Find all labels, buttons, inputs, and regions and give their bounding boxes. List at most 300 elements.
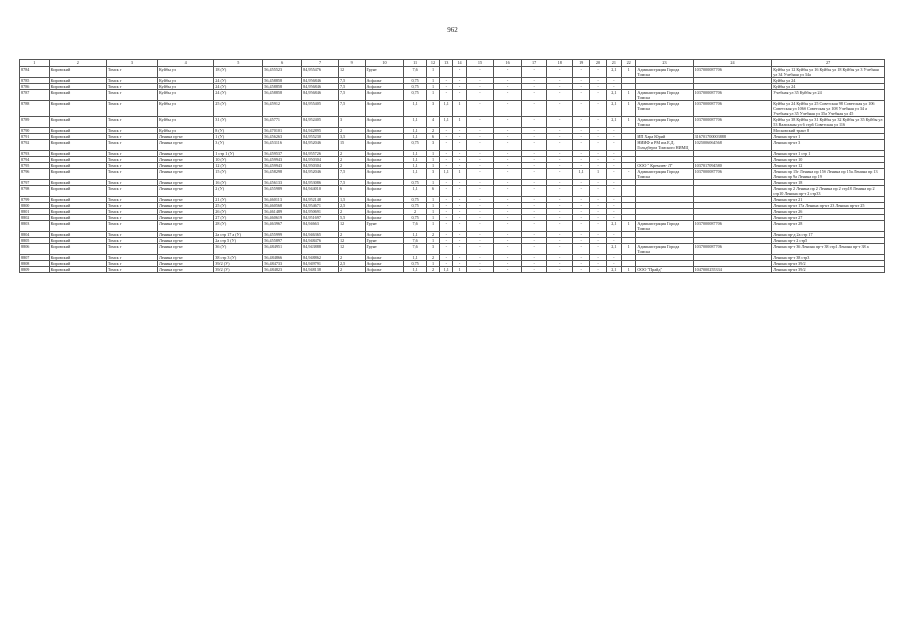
table-cell: 8801 [20, 209, 50, 215]
table-cell: 38 стр 3 (У) [214, 255, 263, 261]
table-cell: Грунт [365, 67, 404, 78]
table-cell: Ленина пр-т 38 стр3 [772, 255, 885, 261]
table-cell: - [453, 209, 466, 215]
table-cell: - [521, 67, 547, 78]
table-cell: 1 стр 1 (У) [214, 151, 263, 157]
table-cell: Администрация Города Томска [636, 221, 693, 232]
table-cell: Томск г [106, 197, 157, 203]
table-cell: - [466, 78, 494, 84]
table-cell: Кировский [49, 261, 106, 267]
table-cell: Томск г [106, 221, 157, 232]
table-cell: - [466, 203, 494, 209]
table-cell: 8784 [20, 67, 50, 78]
table-cell: 84,955476 [302, 67, 339, 78]
table-cell: - [466, 255, 494, 261]
table-cell: 2,1 [606, 267, 621, 273]
table-cell: - [572, 255, 589, 261]
table-cell: Асфальт [365, 180, 404, 186]
table-cell: Ленина пр-кт 39/2 [772, 261, 885, 267]
table-cell: 56,460619 [263, 215, 302, 221]
table-cell: - [547, 186, 573, 197]
table-cell: - [440, 128, 453, 134]
table-cell: 8800 [20, 203, 50, 209]
table-cell: Ленина пр-кт 21 [772, 197, 885, 203]
table-cell: - [466, 140, 494, 151]
table-cell: 84,949791 [302, 261, 339, 267]
table-cell: 1 [426, 84, 439, 90]
table-cell: - [494, 255, 522, 261]
table-cell [622, 186, 636, 197]
table-cell: 84,955230 [302, 134, 339, 140]
table-cell: Администрация Города Томска [636, 90, 693, 101]
table-cell: - [572, 90, 589, 101]
table-cell: Асфальт [365, 232, 404, 238]
table-cell: 0,75 [404, 197, 426, 203]
table-cell: 7,5 [338, 180, 365, 186]
table-cell: - [590, 267, 606, 273]
table-cell: Куйбы ул [158, 67, 214, 78]
table-cell: - [440, 140, 453, 151]
table-cell: 2 [338, 157, 365, 163]
table-cell: 4 [426, 117, 439, 128]
table-cell: 1 [453, 267, 466, 273]
column-header: 3 [106, 60, 157, 67]
table-cell: Кировский [49, 101, 106, 117]
table-cell: 1 [426, 163, 439, 169]
table-cell: Ленина пр-т 2 стр5 [772, 238, 885, 244]
table-cell: - [440, 78, 453, 84]
table-cell: 1 [426, 197, 439, 203]
table-cell: - [590, 255, 606, 261]
table-cell: 7,5 [338, 84, 365, 90]
table-cell: - [466, 134, 494, 140]
table-cell: - [494, 101, 522, 117]
table-cell: - [440, 221, 453, 232]
table-cell: - [453, 255, 466, 261]
table-cell: 8807 [20, 255, 50, 261]
table-cell: Ленина пр-кт [158, 163, 214, 169]
table-cell: - [606, 134, 621, 140]
table-cell: 1 [622, 117, 636, 128]
table-row [20, 186, 885, 197]
table-cell: - [547, 163, 573, 169]
table-cell: 1,5 [338, 197, 365, 203]
column-header: 19 [572, 60, 589, 67]
table-cell: - [521, 209, 547, 215]
table-cell: 6 [338, 186, 365, 197]
table-cell: 1,1 [404, 128, 426, 134]
table-cell: 1,1 [440, 101, 453, 117]
table-cell: - [494, 78, 522, 84]
table-cell: Кировский [49, 78, 106, 84]
table-cell: Кировский [49, 209, 106, 215]
table-cell: 2,1 [606, 101, 621, 117]
table-cell: 1,1 [572, 169, 589, 180]
table-cell: - [494, 67, 522, 78]
table-cell: - [494, 163, 522, 169]
table-cell: - [606, 261, 621, 267]
column-header: 7 [302, 60, 339, 67]
table-cell: - [590, 163, 606, 169]
table-cell: Томск г [106, 84, 157, 90]
table-cell: - [572, 134, 589, 140]
table-cell: - [453, 261, 466, 267]
column-header: 13 [440, 60, 453, 67]
table-cell: - [521, 140, 547, 151]
table-cell: 2 [426, 232, 439, 238]
table-cell: - [521, 157, 547, 163]
table-cell: 31 (У) [214, 117, 263, 128]
table-cell: - [440, 157, 453, 163]
table-cell: 39/2 (У) [214, 267, 263, 273]
table-cell: 1 [426, 180, 439, 186]
table-cell: - [466, 169, 494, 180]
table-cell: Асфальт [365, 203, 404, 209]
table-cell: - [606, 151, 621, 157]
table-cell: Томск г [106, 169, 157, 180]
header-row [20, 60, 885, 67]
table-cell: - [590, 101, 606, 117]
table-cell: 84,94663 [302, 221, 339, 232]
table-cell: 12 [338, 244, 365, 255]
table-cell: - [572, 84, 589, 90]
table-cell: - [453, 151, 466, 157]
table-row [20, 267, 885, 273]
table-cell: Томск г [106, 157, 157, 163]
table-cell: 1025006064568 [693, 140, 772, 151]
table-cell: 2 [426, 128, 439, 134]
table-cell: 2 [338, 151, 365, 157]
table-cell: 1,1 [404, 163, 426, 169]
table-cell: Кировский [49, 244, 106, 255]
table-cell: 56,455897 [263, 238, 302, 244]
table-cell: 84,946365 [302, 232, 339, 238]
table-cell: 7,5 [338, 78, 365, 84]
table-cell: 2а стр 5 (У) [214, 238, 263, 244]
table-cell: - [547, 255, 573, 261]
table-cell: Ленина пр-кт [158, 209, 214, 215]
table-cell: Кировский [49, 67, 106, 78]
table-cell: 56,45771 [263, 117, 302, 128]
column-header: 16 [494, 60, 522, 67]
table-row [20, 90, 885, 101]
column-header: 10 [365, 60, 404, 67]
table-cell: - [572, 128, 589, 134]
table-cell: - [590, 221, 606, 232]
table-cell: Асфальт [365, 261, 404, 267]
table-cell: - [606, 186, 621, 197]
table-cell: - [494, 157, 522, 163]
table-cell: 56,456133 [263, 180, 302, 186]
table-cell: 3 [426, 169, 439, 180]
table-cell: 12 [338, 221, 365, 232]
table-cell: Ленина пр-кт [158, 255, 214, 261]
table-cell: Асфальт [365, 140, 404, 151]
table-cell: - [590, 203, 606, 209]
table-cell: Кировский [49, 267, 106, 273]
table-cell: Асфальт [365, 186, 404, 197]
table-cell: 84,954671 [302, 203, 339, 209]
table-cell: Ленина пр-кт [158, 140, 214, 151]
table-cell: - [453, 215, 466, 221]
table-cell: Куйбы ул [158, 101, 214, 117]
table-cell: 16 (У) [214, 180, 263, 186]
table-cell: - [453, 197, 466, 203]
table-cell: Асфальт [365, 209, 404, 215]
table-cell: 1 [426, 221, 439, 232]
table-cell: 84,948476 [302, 238, 339, 244]
table-cell: - [466, 90, 494, 101]
column-header: 9 [338, 60, 365, 67]
table-cell: - [547, 157, 573, 163]
table-cell: 8787 [20, 90, 50, 101]
table-cell: - [590, 238, 606, 244]
table-cell: - [466, 186, 494, 197]
table-cell: - [453, 221, 466, 232]
table-cell: Томск г [106, 117, 157, 128]
table-cell: 3,5 [338, 134, 365, 140]
table-cell: - [547, 84, 573, 90]
table-cell: - [547, 197, 573, 203]
table-cell: - [606, 203, 621, 209]
table-cell: 8790 [20, 128, 50, 134]
table-cell: Администрация Города Томска [636, 169, 693, 180]
table-cell: 7,6 [404, 67, 426, 78]
table-cell: 56,45912 [263, 101, 302, 117]
table-cell: - [453, 180, 466, 186]
table-cell: - [547, 90, 573, 101]
table-cell: 10 (У) [214, 157, 263, 163]
table-cell: 84,948138 [302, 267, 339, 273]
table-cell: - [521, 180, 547, 186]
table-cell: 1 [426, 157, 439, 163]
table-cell: 8796 [20, 169, 50, 180]
table-cell: - [466, 67, 494, 78]
table-cell: 2 [338, 209, 365, 215]
table-cell: - [453, 128, 466, 134]
column-header: 5 [214, 60, 263, 67]
table-cell: 84,951697 [302, 215, 339, 221]
table-cell: Томск г [106, 232, 157, 238]
table-cell: 84,952046 [302, 169, 339, 180]
table-cell: 7,5 [338, 90, 365, 101]
table-cell: 3 (У) [214, 140, 263, 151]
table-cell: - [521, 215, 547, 221]
table-cell: 1037000087706 [693, 90, 772, 101]
table-cell: - [453, 203, 466, 209]
table-cell: 56,460568 [263, 203, 302, 209]
table-cell: 2,1 [606, 221, 621, 232]
table-cell: 1047000255334 [693, 267, 772, 273]
table-cell: Куйбы ул [158, 84, 214, 90]
table-cell: 8798 [20, 186, 50, 197]
table-cell: - [494, 169, 522, 180]
table-cell: - [590, 140, 606, 151]
table-cell: - [466, 117, 494, 128]
table-cell: 18 (У) [214, 67, 263, 78]
table-cell: - [440, 244, 453, 255]
table-cell: 1037000087706 [693, 244, 772, 255]
table-cell: - [547, 134, 573, 140]
table-cell: - [466, 180, 494, 186]
table-cell: - [547, 180, 573, 186]
table-cell: - [466, 244, 494, 255]
table-cell: - [547, 169, 573, 180]
table-cell: - [466, 215, 494, 221]
table-cell: - [547, 244, 573, 255]
table-cell: 84,956846 [302, 90, 339, 101]
table-cell: 0,75 [404, 180, 426, 186]
table-cell: 8 (У) [214, 128, 263, 134]
table-cell: Кировский [49, 157, 106, 163]
table-cell: Грунт [365, 221, 404, 232]
table-cell: Ленина пр-кт 17а Ленина пр-кт 23 Ленина пр-кт 25 [772, 203, 885, 209]
table-cell: Администрация Города Томска [636, 117, 693, 128]
table-cell: Ленина пр-кт [158, 134, 214, 140]
table-cell: 56,453116 [263, 140, 302, 151]
table-cell: - [466, 209, 494, 215]
table-cell: - [590, 67, 606, 78]
waste-site-registry-table [19, 59, 885, 273]
table-cell: 8791 [20, 134, 50, 140]
table-cell: Томск г [106, 180, 157, 186]
column-header: 23 [636, 60, 693, 67]
table-cell: 8794 [20, 157, 50, 163]
table-cell: 84,956846 [302, 84, 339, 90]
table-cell: - [521, 134, 547, 140]
table-cell: 0,75 [404, 90, 426, 101]
table-cell: - [494, 197, 522, 203]
table-row [20, 117, 885, 128]
column-header: 1 [20, 60, 50, 67]
table-cell: - [590, 78, 606, 84]
table-cell: Куйбы ул 12 Куйбы ул 16 Куйбы ул 18 Куйбы ул 3 Учебная ул 34 Учебная ул 34а [772, 67, 885, 78]
table-cell: Администрация Города Томска [636, 101, 693, 117]
table-cell: Куйбы ул 24 Куйбы ул 25 Советская 98 Советская ул 106 Советская ул 106б Советская ул 108 Учебная ул 34 а Учебная ул 35 Учебная ул 35а Учебная ул 45 [772, 101, 885, 117]
table-cell: - [572, 67, 589, 78]
table-cell: 84,953086 [302, 180, 339, 186]
table-cell: - [440, 238, 453, 244]
table-cell: 2,1 [606, 117, 621, 128]
table-cell: Ленина пр-кт [158, 261, 214, 267]
table-cell: Ленина пр-кт 28 [772, 221, 885, 232]
table-cell: - [606, 78, 621, 84]
table-cell: - [453, 67, 466, 78]
table-cell: Ленина пр-д 2а стр 17 [772, 232, 885, 238]
table-cell: 1 [426, 90, 439, 101]
table-cell: 84,956846 [302, 78, 339, 84]
table-cell: Томск г [106, 238, 157, 244]
table-cell: - [572, 238, 589, 244]
table-cell: 2,5 [338, 261, 365, 267]
table-row [20, 169, 885, 180]
table-cell: Ленина пр-кт [158, 197, 214, 203]
table-cell: Кировский [49, 215, 106, 221]
table-cell: Кировский [49, 238, 106, 244]
table-cell: - [453, 157, 466, 163]
table-cell: - [494, 238, 522, 244]
table-cell: Асфальт [365, 78, 404, 84]
table-cell: 1037000087706 [693, 117, 772, 128]
table-cell: Томск г [106, 140, 157, 151]
table-cell: Куйбы ул [158, 78, 214, 84]
table-cell: - [572, 163, 589, 169]
table-cell: - [547, 267, 573, 273]
table-cell: - [547, 203, 573, 209]
table-cell: Томск г [106, 209, 157, 215]
table-cell: 1 [426, 67, 439, 78]
table-cell: 8792 [20, 140, 50, 151]
column-header: 15 [466, 60, 494, 67]
table-cell: - [590, 244, 606, 255]
table-cell: 1 [426, 261, 439, 267]
table-cell: 56,455523 [263, 67, 302, 78]
table-cell: - [453, 238, 466, 244]
table-cell: Томск г [106, 151, 157, 157]
table-cell: - [547, 140, 573, 151]
table-cell: 56,484733 [263, 261, 302, 267]
table-cell: Ленина пр-кт 26 [772, 209, 885, 215]
table-cell: - [521, 197, 547, 203]
table-cell: - [547, 215, 573, 221]
table-cell: 56,456263 [263, 134, 302, 140]
table-cell: - [453, 186, 466, 197]
table-cell: Ленина пр 15г Ленина пр 15б Ленина пр 15а Ленина пр 13 Ленина пр 9а Ленина пр 19 [772, 169, 885, 180]
table-cell: Куйбы ул [158, 90, 214, 101]
table-cell: Ленина пр-кт [158, 157, 214, 163]
table-cell: 2 [338, 267, 365, 273]
table-cell: 1,1 [404, 157, 426, 163]
table-cell: 84,952148 [302, 197, 339, 203]
table-cell: Кировский [49, 180, 106, 186]
table-cell: Асфальт [365, 267, 404, 273]
table-cell: - [547, 221, 573, 232]
table-cell: Ленина пр-кт 39/2 [772, 267, 885, 273]
table-cell: - [440, 180, 453, 186]
table-cell: Томск г [106, 78, 157, 84]
table-cell: - [572, 180, 589, 186]
table-cell: - [494, 244, 522, 255]
table-cell: - [590, 128, 606, 134]
table-cell: - [606, 140, 621, 151]
table-cell: Грунт [365, 238, 404, 244]
table-cell: Асфальт [365, 157, 404, 163]
table-cell: - [572, 186, 589, 197]
column-header: 20 [590, 60, 606, 67]
table-cell: - [521, 151, 547, 157]
table-cell: - [547, 261, 573, 267]
table-cell: - [572, 221, 589, 232]
table-cell: Асфальт [365, 197, 404, 203]
table-cell: Томск г [106, 215, 157, 221]
table-cell: 56,458858 [263, 84, 302, 90]
table-cell: - [572, 157, 589, 163]
table-cell: 36 (У) [214, 244, 263, 255]
table-cell: 5,5 [338, 215, 365, 221]
table-cell: 39/2 (У) [214, 261, 263, 267]
table-cell: - [453, 244, 466, 255]
table-cell: Ленина пр-кт [158, 215, 214, 221]
table-cell: 1,1 [404, 232, 426, 238]
table-cell: Кировский [49, 203, 106, 209]
table-cell: Ленина пр-кт [158, 232, 214, 238]
table-cell: - [466, 84, 494, 90]
table-cell: 12 [338, 238, 365, 244]
table-cell: 2 [426, 267, 439, 273]
table-cell: Ленина пр-кт 27 [772, 215, 885, 221]
table-cell: 56,463967 [263, 221, 302, 232]
table-cell: 25 (У) [214, 203, 263, 209]
